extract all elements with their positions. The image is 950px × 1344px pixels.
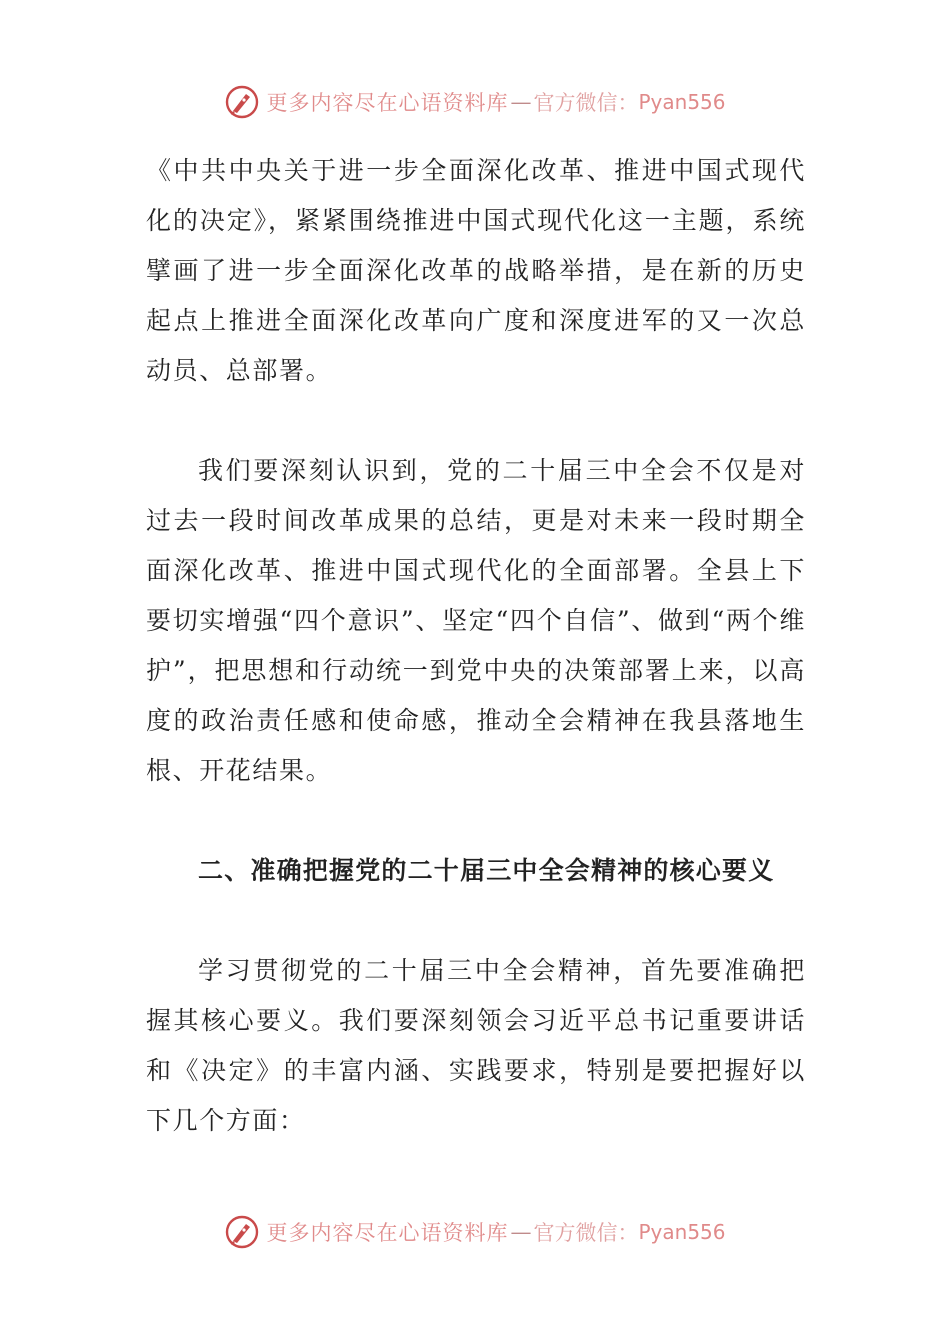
banner-slogan: 更多内容尽在心语资料库: [266, 1221, 509, 1245]
paragraph-gap: [146, 796, 806, 846]
banner-contact-label: 官方微信：: [533, 91, 639, 115]
paragraph-1: 《中共中央关于进一步全面深化改革、推进中国式现代化的决定》，紧紧围绕推进中国式现代化这一主题，系统擘画了进一步全面深化改革的战略举措，是在新的历史起点上推进全面深化改革向广度和深度进军的又一次总动员、总部署。: [146, 156, 806, 385]
banner-separator: —: [510, 90, 532, 114]
banner-separator: —: [510, 1220, 532, 1244]
footer-banner: [0, 1210, 950, 1254]
banner-contact-id: Pyan556: [638, 1220, 726, 1244]
paragraph-gap: [146, 896, 806, 946]
paragraph-gap: [146, 396, 806, 446]
section-heading: 二、准确把握党的二十届三中全会精神的核心要义: [198, 856, 775, 885]
pen-nib-logo-icon: [224, 84, 260, 120]
header-banner: [0, 80, 950, 124]
banner-contact-id: Pyan556: [638, 90, 726, 114]
document-body: [146, 146, 806, 1146]
banner-slogan: 更多内容尽在心语资料库: [266, 91, 509, 115]
pen-nib-logo-icon: [224, 1214, 260, 1250]
paragraph-2: 我们要深刻认识到，党的二十届三中全会不仅是对过去一段时间改革成果的总结，更是对未来一段时期全面深化改革、推进中国式现代化的全面部署。全县上下要切实增强“四个意识”、坚定“四个自信”、做到“两个维护”，把思想和行动统一到党中央的决策部署上来，以高度的政治责任感和使命感，推动全会精神在我县落地生根、开花结果。: [146, 456, 806, 785]
banner-contact-label: 官方微信：: [533, 1221, 639, 1245]
paragraph-3: 学习贯彻党的二十届三中全会精神，首先要准确把握其核心要义。我们要深刻领会习近平总书记重要讲话和《决定》的丰富内涵、实践要求，特别是要把握好以下几个方面：: [146, 956, 806, 1135]
